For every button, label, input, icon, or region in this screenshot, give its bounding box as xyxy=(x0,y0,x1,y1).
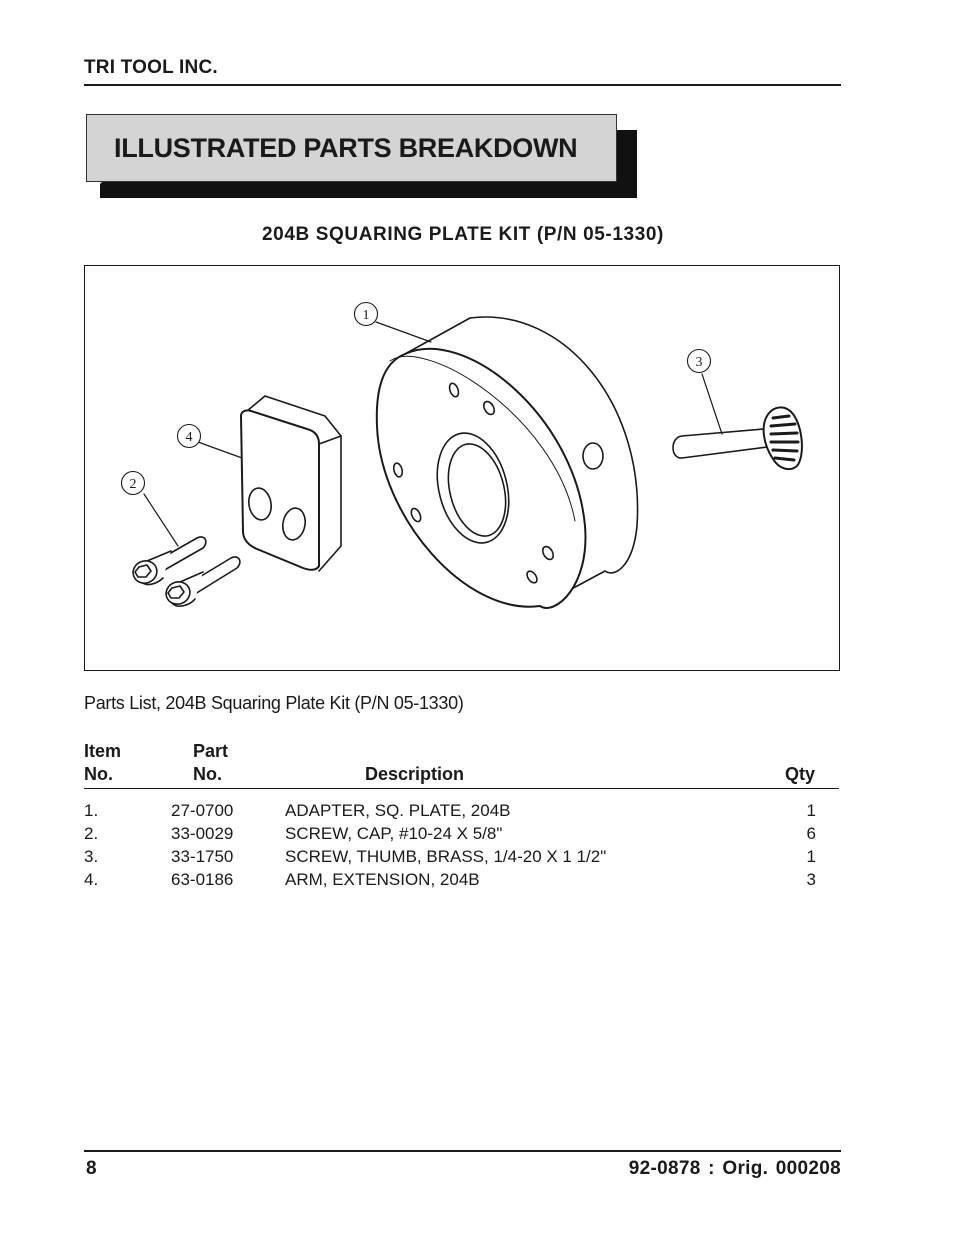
parts-illustration xyxy=(84,265,840,671)
table-header-rule xyxy=(84,788,839,789)
row-description: ARM, EXTENSION, 204B xyxy=(285,870,480,889)
row-part-no: 63-0186 xyxy=(171,870,234,889)
section-banner xyxy=(86,114,617,182)
page-number: 8 xyxy=(86,1158,97,1179)
header-item-no xyxy=(84,740,121,786)
callout-2-label: 2 xyxy=(129,477,137,492)
header-part-line2: No. xyxy=(193,764,222,784)
callout-4 xyxy=(178,425,201,448)
header-qty: Qty xyxy=(785,764,816,784)
row-qty: 1 xyxy=(806,847,816,866)
row-item-no: 4. xyxy=(84,870,99,889)
thumb-screw-drawing xyxy=(673,407,802,469)
row-item-no: 3. xyxy=(84,847,99,866)
table-row xyxy=(84,824,840,847)
header-item-line2: No. xyxy=(84,764,113,784)
row-qty: 1 xyxy=(806,801,816,820)
header-part-line1: Part xyxy=(193,741,229,761)
callout-3 xyxy=(688,350,711,373)
kit-title: 204B SQUARING PLATE KIT (P/N 05-1330) xyxy=(262,224,664,245)
section-title: ILLUSTRATED PARTS BREAKDOWN xyxy=(114,132,578,163)
banner-shadow-notch xyxy=(616,114,637,130)
row-item-no: 1. xyxy=(84,801,99,820)
table-row xyxy=(84,801,840,824)
footer-rule xyxy=(84,1150,841,1152)
header-part-no xyxy=(193,740,228,786)
callout-2 xyxy=(122,472,145,495)
row-item-no: 2. xyxy=(84,824,99,843)
row-description: ADAPTER, SQ. PLATE, 204B xyxy=(285,801,511,820)
document-id: 92-0878 : Orig. 000208 xyxy=(628,1158,841,1179)
row-qty: 3 xyxy=(806,870,816,889)
header-description: Description xyxy=(365,764,465,784)
row-part-no: 33-0029 xyxy=(171,824,234,843)
extension-arm-drawing xyxy=(241,396,341,571)
table-row xyxy=(84,847,840,870)
adapter-plate-drawing xyxy=(377,317,638,608)
row-description: SCREW, THUMB, BRASS, 1/4-20 X 1 1/2" xyxy=(285,847,607,866)
row-part-no: 33-1750 xyxy=(171,847,234,866)
row-part-no: 27-0700 xyxy=(171,801,234,820)
callout-1-label: 1 xyxy=(362,308,370,323)
cap-screws-drawing xyxy=(130,537,240,608)
row-description: SCREW, CAP, #10-24 X 5/8" xyxy=(285,824,503,843)
parts-list-caption: Parts List, 204B Squaring Plate Kit (P/N 05-1330) xyxy=(84,693,464,713)
row-qty: 6 xyxy=(806,824,816,843)
table-row xyxy=(84,870,840,893)
callout-4-label: 4 xyxy=(185,430,193,445)
banner-shadow-notch-bottom xyxy=(86,182,102,198)
callout-1 xyxy=(355,303,378,326)
header-item-line1: Item xyxy=(84,741,122,761)
callout-3-label: 3 xyxy=(695,355,703,370)
company-name: TRI TOOL INC. xyxy=(84,57,218,78)
exploded-view-drawing xyxy=(85,266,841,672)
header-rule xyxy=(84,84,841,86)
